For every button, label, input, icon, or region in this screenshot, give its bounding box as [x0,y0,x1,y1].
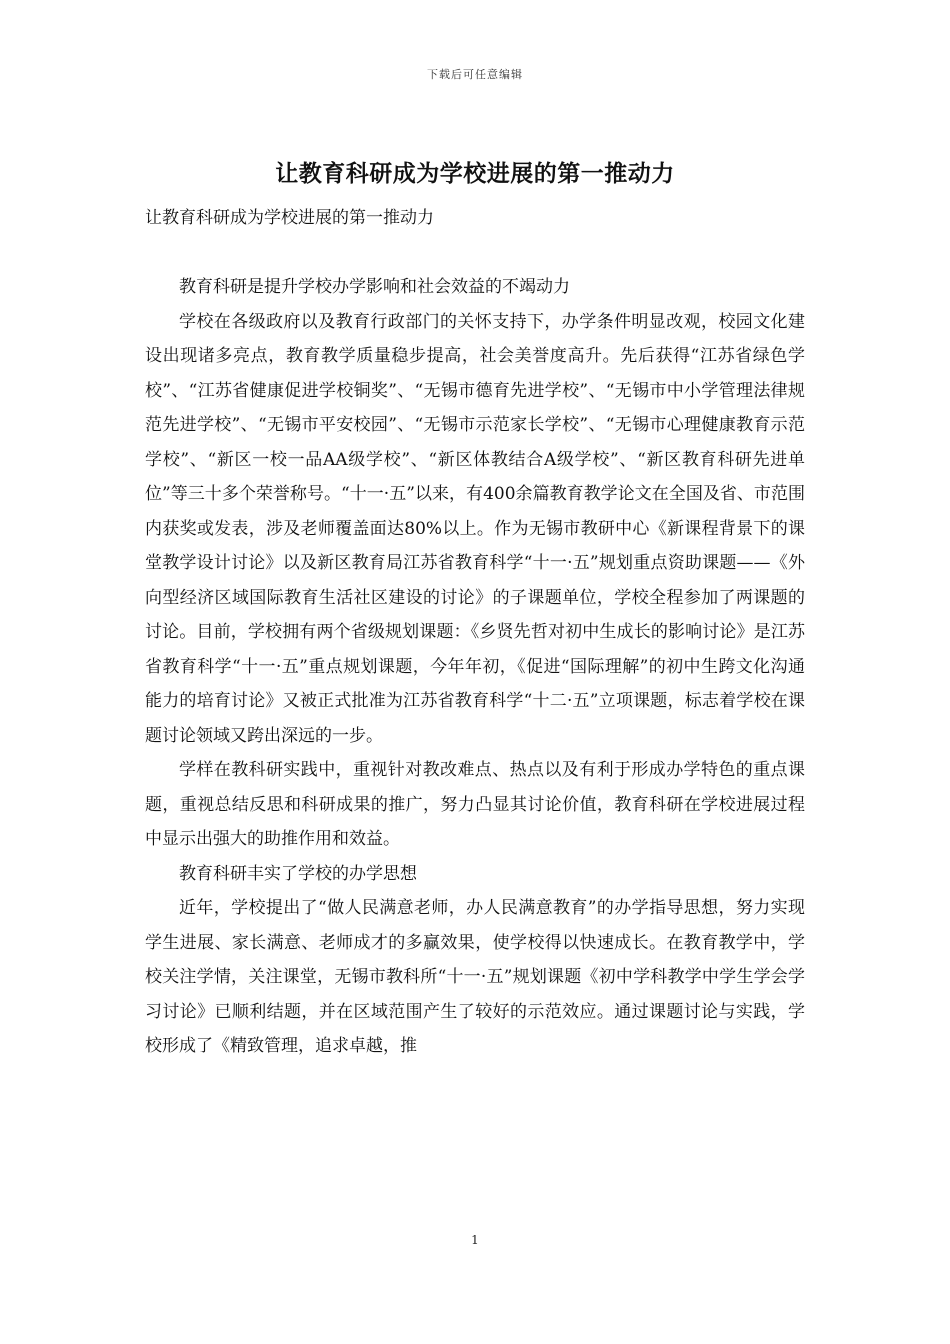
page-number: 1 [471,1233,479,1247]
body-paragraph-1: 学校在各级政府以及教育行政部门的关怀支持下，办学条件明显改观，校园文化建设出现诸多亮点，教育教学质量稳步提高，社会美誉度高升。先后获得“江苏省绿色学校”、“江苏省健康促进学校铜奖”、“无锡市德育先进学校”、“无锡市中小学管理法律规范先进学校”、“无锡市平安校园”、“无锡市示范家长学校”、“无锡市心理健康教育示范学校”、“新区一校一品AA级学校”、“新区体教结合A级学校”、“新区教育科研先进单位”等三十多个荣誉称号。“十一·五”以来，有400余篇教育教学论文在全国及省、市范围内获奖或发表，涉及老师覆盖面达80%以上。作为无锡市教研中心《新课程背景下的课堂教学设计讨论》以及新区教育局江苏省教育科学“十一·五”规划重点资助课题——《外向型经济区域国际教育生活社区建设的讨论》的子课题单位，学校全程参加了两课题的讨论。目前，学校拥有两个省级规划课题：《乡贤先哲对初中生成长的影响讨论》是江苏省教育科学“十一·五”重点规划课题，今年年初，《促进“国际理解”的初中生跨文化沟通能力的培育讨论》又被正式批准为江苏省教育科学“十二·五”立项课题，标志着学校在课题讨论领域又跨出深远的一步。 [145,311,805,746]
body-paragraph-2: 学样在教科研实践中，重视针对教改难点、热点以及有利于形成办学特色的重点课题，重视总结反思和科研成果的推广，努力凸显其讨论价值，教育科研在学校进展过程中显示出强大的助推作用和效益。 [145,760,805,849]
document-subtitle: 让教育科研成为学校进展的第一推动力 [145,208,434,228]
document-title: 让教育科研成为学校进展的第一推动力 [275,161,675,187]
header-note: 下载后可任意编辑 [427,68,523,81]
document-body [145,270,805,1064]
section-heading-2: 教育科研丰实了学校的办学思想 [179,863,417,884]
section-heading-1: 教育科研是提升学校办学影响和社会效益的不竭动力 [179,277,570,297]
body-paragraph-3: 近年，学校提出了“做人民满意老师，办人民满意教育”的办学指导思想，努力实现学生进展、家长满意、老师成才的多赢效果，使学校得以快速成长。在教育教学中，学校关注学情，关注课堂，无锡市教科所“十一·五”规划课题《初中学科教学中学生学会学习讨论》已顺利结题，并在区域范围产生了较好的示范效应。通过课题讨论与实践，学校形成了《精致管理，追求卓越，推 [145,898,805,1056]
